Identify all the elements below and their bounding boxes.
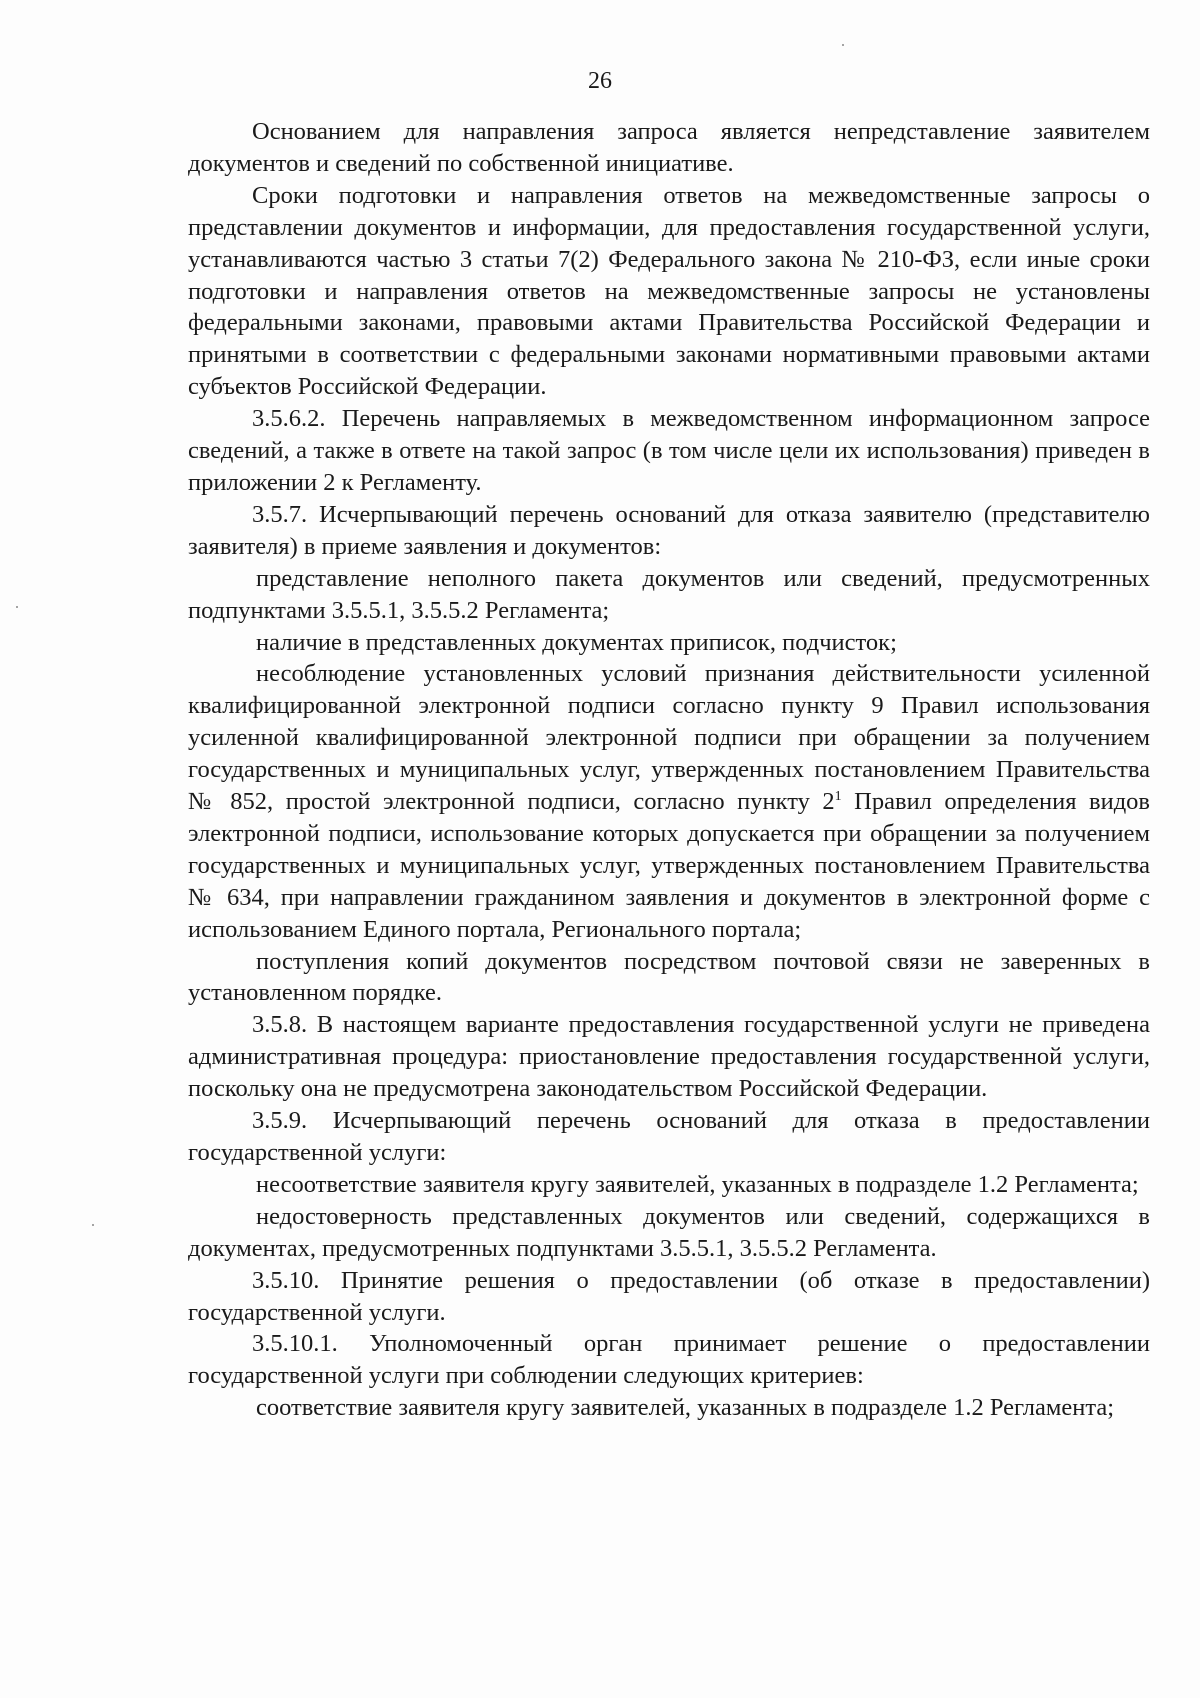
paragraph: 3.5.10.1. Уполномоченный орган принимает решение о предоставлении государственной услуги при соблюдении следующих критериев: (188, 1330, 1150, 1390)
scan-speck (16, 606, 18, 608)
paragraph: поступления копий документов посредством почтовой связи не заверенных в установленном порядке. (188, 947, 1150, 1007)
paragraph: 3.5.7. Исчерпывающий перечень оснований для отказа заявителю (представителю заявителя) в приеме заявления и документов: (188, 500, 1150, 560)
paragraph: 3.5.10. Принятие решения о предоставлении (об отказе в предоставлении) государственной услуги. (188, 1266, 1150, 1326)
document-body (188, 116, 1150, 1424)
paragraph: 3.5.6.2. Перечень направляемых в межведомственном информационном запросе сведений, а также в ответе на такой запрос (в том числе цели их использования) приведен в приложении 2 к Регламенту. (188, 405, 1150, 496)
scan-speck (92, 1224, 94, 1226)
scan-speck (842, 44, 844, 46)
superscript: 1 (834, 788, 842, 804)
paragraph: Основанием для направления запроса является непредставление заявителем документов и сведений по собственной инициативе. (188, 118, 1150, 177)
paragraph: наличие в представленных документах приписок, подчисток; (256, 628, 897, 656)
page-number: 26 (588, 68, 612, 94)
paragraph: 3.5.8. В настоящем варианте предоставления государственной услуги не приведена административная процедура: приостановление предоставления государственной услуги, поскольку она не предусмотрена законодательством Российской Федерации. (188, 1011, 1150, 1103)
paragraph: недостоверность представленных документов или сведений, содержащихся в документах, предусмотренных подпунктами 3.5.5.1, 3.5.5.2 Регламента. (188, 1202, 1150, 1262)
paragraph: несоответствие заявителя кругу заявителей, указанных в подразделе 1.2 Регламента; (256, 1170, 1139, 1198)
paragraph: Сроки подготовки и направления ответов на межведомственные запросы о представлении документов и информации, для предоставления государственной услуги, устанавливаются частью 3 статьи 7(2) Федерального закона № 210-ФЗ, если иные сроки подготовки и направления ответов на межведомственные запросы не установлены федеральными законами, правовыми актами Правительства Российской Федерации и принятыми в соответствии с федеральными законами нормативными правовыми актами субъектов Российской Федерации. (188, 181, 1150, 401)
paragraph: представление неполного пакета документов или сведений, предусмотренных подпунктами 3.5.5.1, 3.5.5.2 Регламента; (188, 564, 1150, 624)
paragraph: соответствие заявителя кругу заявителей, указанных в подразделе 1.2 Регламента; (256, 1394, 1115, 1422)
paragraph-text: Правил определения видов электронной подписи, использование которых допускается при обращении за получением государственных и муниципальных услуг, утвержденных постановлением Правительства № 634, при направлении гражданином заявления и документов в электронной форме с использованием Единого портала, Регионального портала; (188, 788, 1151, 943)
paragraph (188, 658, 1150, 945)
paragraph: 3.5.9. Исчерпывающий перечень оснований для отказа в предоставлении государственной услуги: (188, 1107, 1150, 1166)
paragraph-text: несоблюдение установленных условий признания действительности усиленной квалифицированной электронной подписи согласно пункту 9 Правил использования усиленной квалифицированной электронной подписи при обращении за получением государственных и муниципальных услуг, утвержденных постановлением Правительства № 852, простой электронной подписи, согласно пункту 2 (188, 660, 1150, 816)
